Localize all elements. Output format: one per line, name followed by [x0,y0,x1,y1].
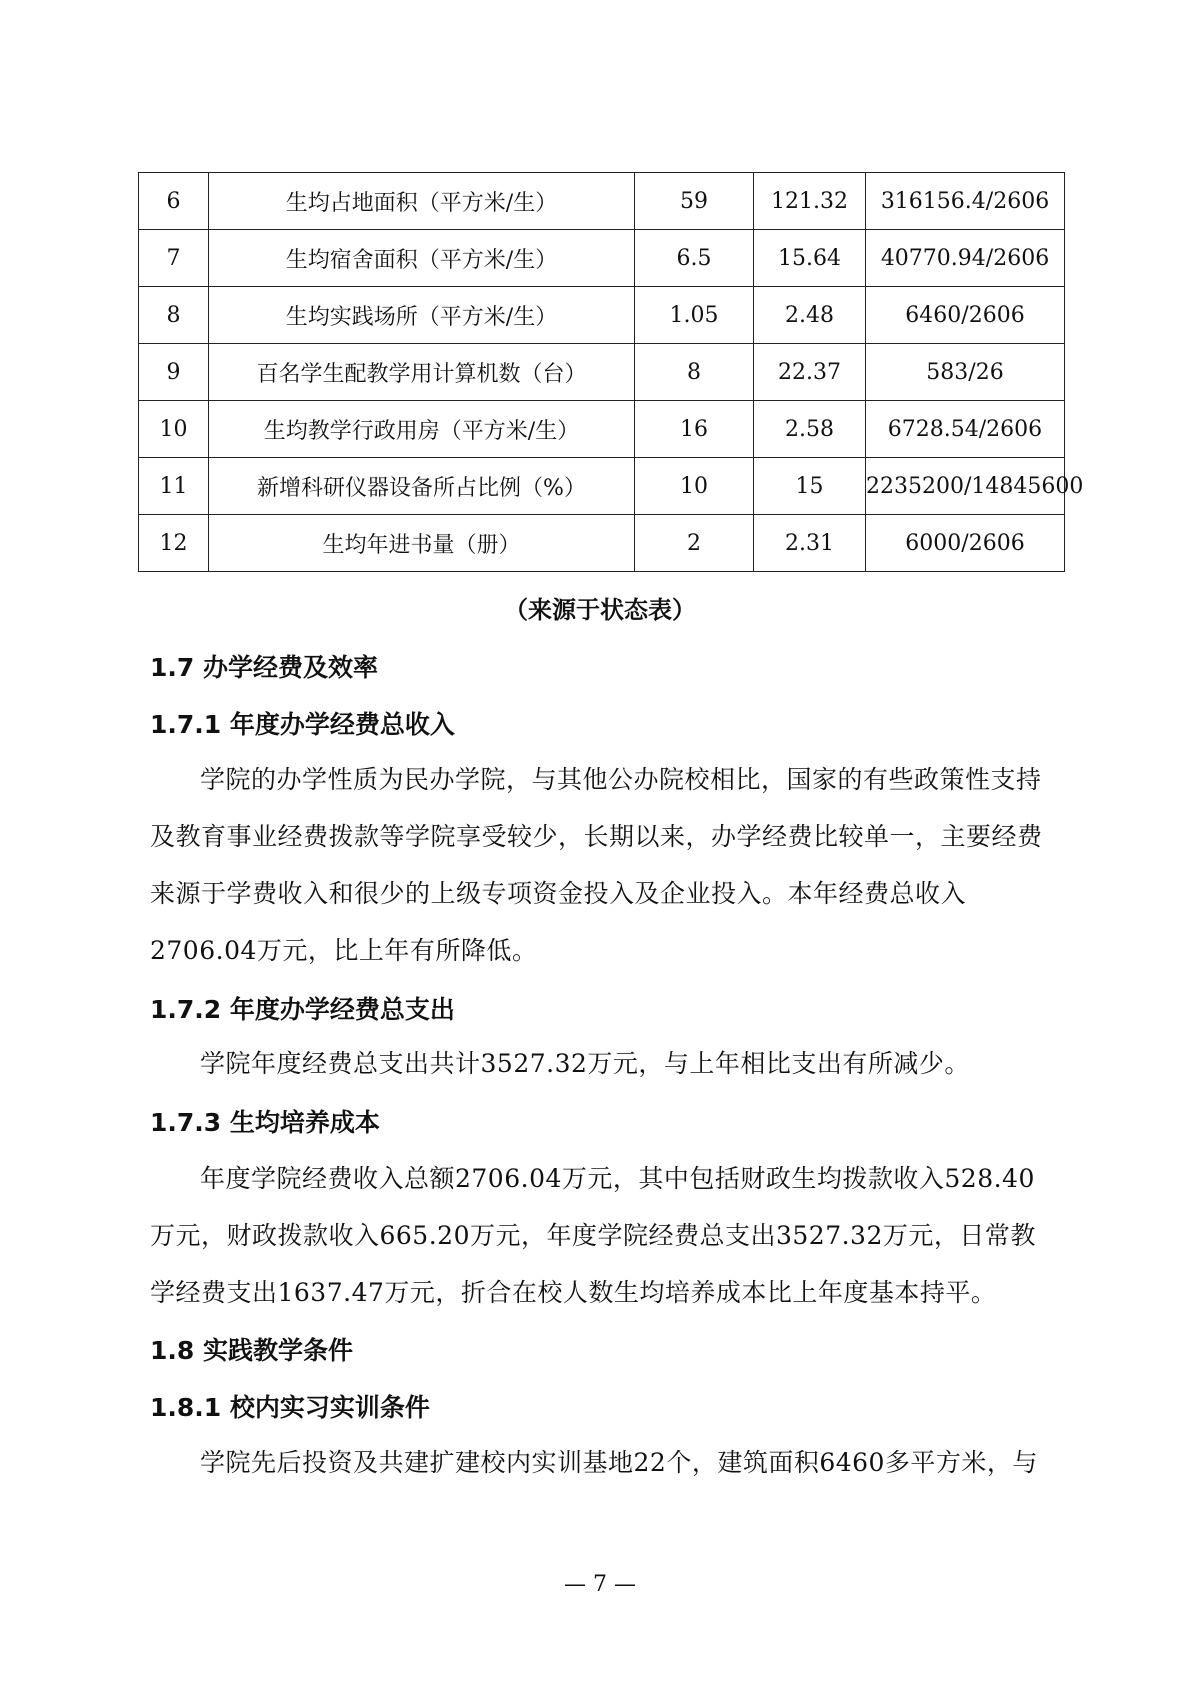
indicator-table [138,172,1084,572]
actual-value: 2.58 [754,401,866,458]
actual-value: 2.31 [754,515,866,572]
row-number: 12 [139,515,209,572]
page-number: — 7 — [564,1572,636,1597]
table-row [139,173,1065,230]
actual-value: 15.64 [754,230,866,287]
actual-value: 2.48 [754,287,866,344]
standard-value: 6.5 [635,230,754,287]
heading-1-8-1: 1.8.1 校内实习实训条件 [150,1393,430,1422]
actual-value: 15 [754,458,866,515]
table-row [139,401,1065,458]
calculation: 6460/2606 [866,287,1065,344]
heading-1-7-3: 1.7.3 生均培养成本 [150,1108,380,1137]
calculation: 316156.4/2606 [866,173,1065,230]
heading-1-7-2: 1.7.2 年度办学经费总支出 [150,995,455,1024]
paragraph-training-base: 学院先后投资及共建扩建校内实训基地22个，建筑面积6460多平方米，与 [200,1448,1038,1477]
table-source-note: （来源于状态表） [504,596,696,624]
table-row [139,515,1065,572]
calculation: 6000/2606 [866,515,1065,572]
heading-1-8: 1.8 实践教学条件 [150,1336,353,1365]
indicator-name: 百名学生配教学用计算机数（台） [209,344,635,401]
actual-value: 121.32 [754,173,866,230]
row-number: 9 [139,344,209,401]
table-row [139,230,1065,287]
standard-value: 2 [635,515,754,572]
heading-1-7-1: 1.7.1 年度办学经费总收入 [150,710,455,739]
row-number: 7 [139,230,209,287]
paragraph-funding-expenditure: 学院年度经费总支出共计3527.32万元，与上年相比支出有所减少。 [200,1049,970,1078]
calculation: 583/26 [866,344,1065,401]
indicator-name: 生均年进书量（册） [209,515,635,572]
row-number: 10 [139,401,209,458]
row-number: 6 [139,173,209,230]
table-row [139,344,1065,401]
actual-value: 22.37 [754,344,866,401]
table-row [139,287,1065,344]
standard-value: 8 [635,344,754,401]
indicator-name: 新增科研仪器设备所占比例（%） [209,458,635,515]
row-number: 8 [139,287,209,344]
standard-value: 16 [635,401,754,458]
standard-value: 1.05 [635,287,754,344]
heading-1-7: 1.7 办学经费及效率 [150,653,378,682]
indicator-name: 生均教学行政用房（平方米/生） [209,401,635,458]
indicator-name: 生均宿舍面积（平方米/生） [209,230,635,287]
standard-value: 10 [635,458,754,515]
calculation: 40770.94/2606 [866,230,1065,287]
indicator-name: 生均实践场所（平方米/生） [209,287,635,344]
standard-value: 59 [635,173,754,230]
row-number: 11 [139,458,209,515]
calculation: 6728.54/2606 [866,401,1065,458]
paragraph-training-cost: 年度学院经费收入总额2706.04万元，其中包括财政生均拨款收入528.40万元，财政拨款收入665.20万元，年度学院经费总支出3527.32万元，日常教学经费支出1637.47万元，折合在校人数生均培养成本比上年度基本持平。 [150,1164,1036,1307]
paragraph-funding-income: 学院的办学性质为民办学院，与其他公办院校相比，国家的有些政策性支持及教育事业经费拨款等学院享受较少，长期以来，办学经费比较单一，主要经费来源于学费收入和很少的上级专项资金投入及企业投入。本年经费总收入2706.04万元，比上年有所降低。 [150,765,1043,965]
table-row [139,458,1065,515]
indicator-name: 生均占地面积（平方米/生） [209,173,635,230]
calculation: 2235200/14845600 [866,458,1065,515]
